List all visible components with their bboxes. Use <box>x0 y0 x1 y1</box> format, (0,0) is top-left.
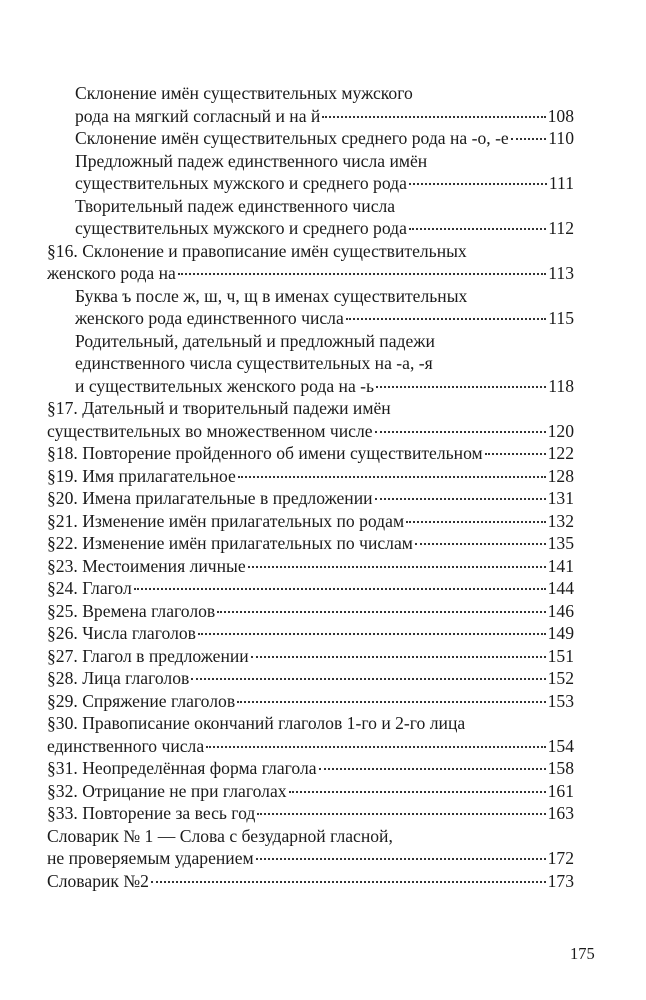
toc-entry <box>47 330 574 398</box>
toc-entry-last-line <box>75 307 574 330</box>
toc-entry-title: Словарик №2 <box>47 870 149 891</box>
toc-entry <box>47 780 574 803</box>
toc-entry-title-line: Предложный падеж единственного числа имён <box>75 150 428 171</box>
toc-entry-last-line <box>75 105 574 128</box>
dot-leader <box>289 791 546 793</box>
toc-entry-page: 112 <box>548 218 574 238</box>
toc-entry-last-line <box>47 847 574 870</box>
toc-entry-page: 173 <box>547 870 574 891</box>
toc-entry-title-line: §17. Дательный и творительный падежи имён <box>47 398 391 418</box>
toc-entry-page: 111 <box>548 173 574 193</box>
toc-entry <box>47 825 574 870</box>
toc-entry-title: §27. Глагол в предложении <box>47 645 249 666</box>
toc-entry-last-line <box>47 870 574 893</box>
toc-entry-page: 151 <box>547 645 574 666</box>
dot-leader <box>237 701 545 703</box>
toc-entry-title: женского рода на <box>47 263 176 283</box>
toc-entry <box>47 150 574 195</box>
toc-entry-page: 122 <box>547 443 574 463</box>
toc-entry-page: 108 <box>547 105 574 126</box>
toc-entry-page: 118 <box>548 375 574 396</box>
dot-leader <box>375 498 546 500</box>
toc-entry-page: 149 <box>547 623 574 643</box>
toc-entry <box>47 397 574 442</box>
toc-entry-title: единственного числа <box>47 735 205 756</box>
toc-entry-title-line: §16. Склонение и правописание имён существительных <box>47 240 467 261</box>
toc-entry <box>47 600 574 623</box>
toc-entry <box>47 195 574 240</box>
toc-entry-page: 154 <box>547 735 574 756</box>
toc-entry-title: Склонение имён существительных среднего рода на -о, -е <box>75 128 509 148</box>
toc-entry-last-line <box>47 577 574 600</box>
toc-entry-page: 131 <box>547 488 574 508</box>
toc-entry <box>47 802 574 825</box>
toc-entry-title: рода на мягкий согласный и на й <box>75 105 321 126</box>
toc-entry-last-line <box>47 262 574 285</box>
dot-leader <box>198 633 546 635</box>
toc-entry-last-line <box>75 127 574 150</box>
dot-leader <box>256 858 546 860</box>
toc-entry-page: 163 <box>547 803 574 823</box>
dot-leader <box>322 116 545 118</box>
dot-leader <box>409 228 546 230</box>
toc-entry <box>47 285 574 330</box>
table-of-contents <box>47 82 574 892</box>
toc-entry-title: §24. Глагол <box>47 578 132 598</box>
dot-leader <box>178 273 546 275</box>
dot-leader <box>134 588 546 590</box>
toc-entry-page: 146 <box>547 600 574 621</box>
toc-entry-page: 144 <box>547 578 574 598</box>
toc-entry-last-line <box>75 375 574 398</box>
toc-entry-title: §18. Повторение пройденного об имени существительном <box>47 443 483 463</box>
toc-entry-page: 172 <box>547 848 574 868</box>
toc-entry-title-line: Родительный, дательный и предложный падежи <box>75 330 435 351</box>
toc-entry-title: §22. Изменение имён прилагательных по числам <box>47 533 413 553</box>
toc-entry-title: §28. Лица глаголов <box>47 668 190 688</box>
dot-leader <box>319 768 546 770</box>
toc-entry-last-line <box>47 487 574 510</box>
toc-entry-title: и существительных женского рода на -ь <box>75 375 375 396</box>
toc-entry-last-line <box>75 172 574 195</box>
toc-entry-title: §33. Повторение за весь год <box>47 803 256 823</box>
toc-entry <box>47 667 574 690</box>
toc-entry-last-line <box>47 667 574 690</box>
toc-entry <box>47 577 574 600</box>
dot-leader <box>511 138 547 140</box>
toc-entry-title: §31. Неопределённая форма глагола <box>47 758 317 778</box>
toc-entry-last-line <box>47 802 574 825</box>
dot-leader <box>251 656 546 658</box>
toc-entry-title: §21. Изменение имён прилагательных по родам <box>47 510 405 531</box>
toc-entry-title: существительных мужского и среднего рода <box>75 173 407 193</box>
toc-entry-title: женского рода единственного числа <box>75 308 344 328</box>
toc-entry <box>47 240 574 285</box>
toc-entry <box>47 712 574 757</box>
dot-leader <box>346 318 546 320</box>
toc-entry-title-line: Буква ъ после ж, ш, ч, щ в именах существительных <box>75 285 468 306</box>
dot-leader <box>248 566 546 568</box>
dot-leader <box>238 476 546 478</box>
toc-entry-title: §25. Времена глаголов <box>47 600 216 621</box>
toc-entry <box>47 555 574 578</box>
dot-leader <box>191 678 545 680</box>
toc-entry-last-line <box>47 757 574 780</box>
toc-entry <box>47 465 574 488</box>
toc-entry <box>47 532 574 555</box>
toc-entry-page: 128 <box>547 465 574 486</box>
toc-entry-last-line <box>47 645 574 668</box>
toc-entry <box>47 757 574 780</box>
toc-entry-title-line: единственного числа существительных на -а, -я <box>75 353 433 373</box>
toc-entry-page: 110 <box>548 128 574 148</box>
dot-leader <box>485 453 546 455</box>
toc-entry-last-line <box>47 420 574 443</box>
toc-entry-title-line: Творительный падеж единственного числа <box>75 195 396 216</box>
toc-entry-page: 161 <box>547 780 574 801</box>
toc-entry-title: §29. Спряжение глаголов <box>47 690 236 711</box>
toc-entry-page: 115 <box>548 308 574 328</box>
dot-leader <box>376 386 546 388</box>
dot-leader <box>257 813 545 815</box>
toc-entry-page: 141 <box>547 555 574 576</box>
toc-entry <box>47 510 574 533</box>
dot-leader <box>375 431 546 433</box>
toc-entry-title: §32. Отрицание не при глаголах <box>47 780 287 801</box>
toc-entry-page: 135 <box>547 533 574 553</box>
toc-entry <box>47 487 574 510</box>
toc-entry-last-line <box>75 217 574 240</box>
toc-entry-last-line <box>47 622 574 645</box>
dot-leader <box>409 183 547 185</box>
toc-entry-page: 158 <box>547 758 574 778</box>
toc-entry-last-line <box>47 555 574 578</box>
dot-leader <box>217 611 545 613</box>
toc-entry-title: существительных мужского и среднего рода <box>75 218 407 238</box>
toc-entry-title: §20. Имена прилагательные в предложении <box>47 488 373 508</box>
toc-entry-page: 152 <box>547 668 574 688</box>
toc-entry <box>47 82 574 127</box>
toc-entry <box>47 645 574 668</box>
toc-entry-title: §19. Имя прилагательное <box>47 465 236 486</box>
page-number: 175 <box>570 944 595 963</box>
toc-entry-title-line: §30. Правописание окончаний глаголов 1-го и 2-го лица <box>47 713 466 733</box>
toc-entry-title: существительных во множественном числе <box>47 420 373 441</box>
toc-entry-last-line <box>47 510 574 533</box>
toc-entry <box>47 690 574 713</box>
toc-entry <box>47 622 574 645</box>
dot-leader <box>406 521 546 523</box>
toc-entry-last-line <box>47 442 574 465</box>
toc-entry-last-line <box>47 532 574 555</box>
toc-entry <box>47 870 574 893</box>
toc-entry-last-line <box>47 690 574 713</box>
toc-entry-title-line: Словарик № 1 — Слова с безударной гласной, <box>47 825 393 846</box>
toc-entry-title: §23. Местоимения личные <box>47 555 246 576</box>
dot-leader <box>151 881 546 883</box>
toc-entry-title-line: Склонение имён существительных мужского <box>75 83 413 103</box>
dot-leader <box>415 543 546 545</box>
toc-entry <box>47 127 574 150</box>
toc-entry-title: §26. Числа глаголов <box>47 623 196 643</box>
toc-entry-page: 113 <box>548 263 574 283</box>
toc-entry-last-line <box>47 780 574 803</box>
toc-entry-page: 153 <box>547 690 574 711</box>
toc-entry-last-line <box>47 600 574 623</box>
toc-entry-last-line <box>47 735 574 758</box>
toc-entry <box>47 442 574 465</box>
toc-entry-page: 132 <box>547 510 574 531</box>
dot-leader <box>206 746 545 748</box>
toc-entry-last-line <box>47 465 574 488</box>
toc-entry-page: 120 <box>547 420 574 441</box>
toc-entry-title: не проверяемым ударением <box>47 848 254 868</box>
